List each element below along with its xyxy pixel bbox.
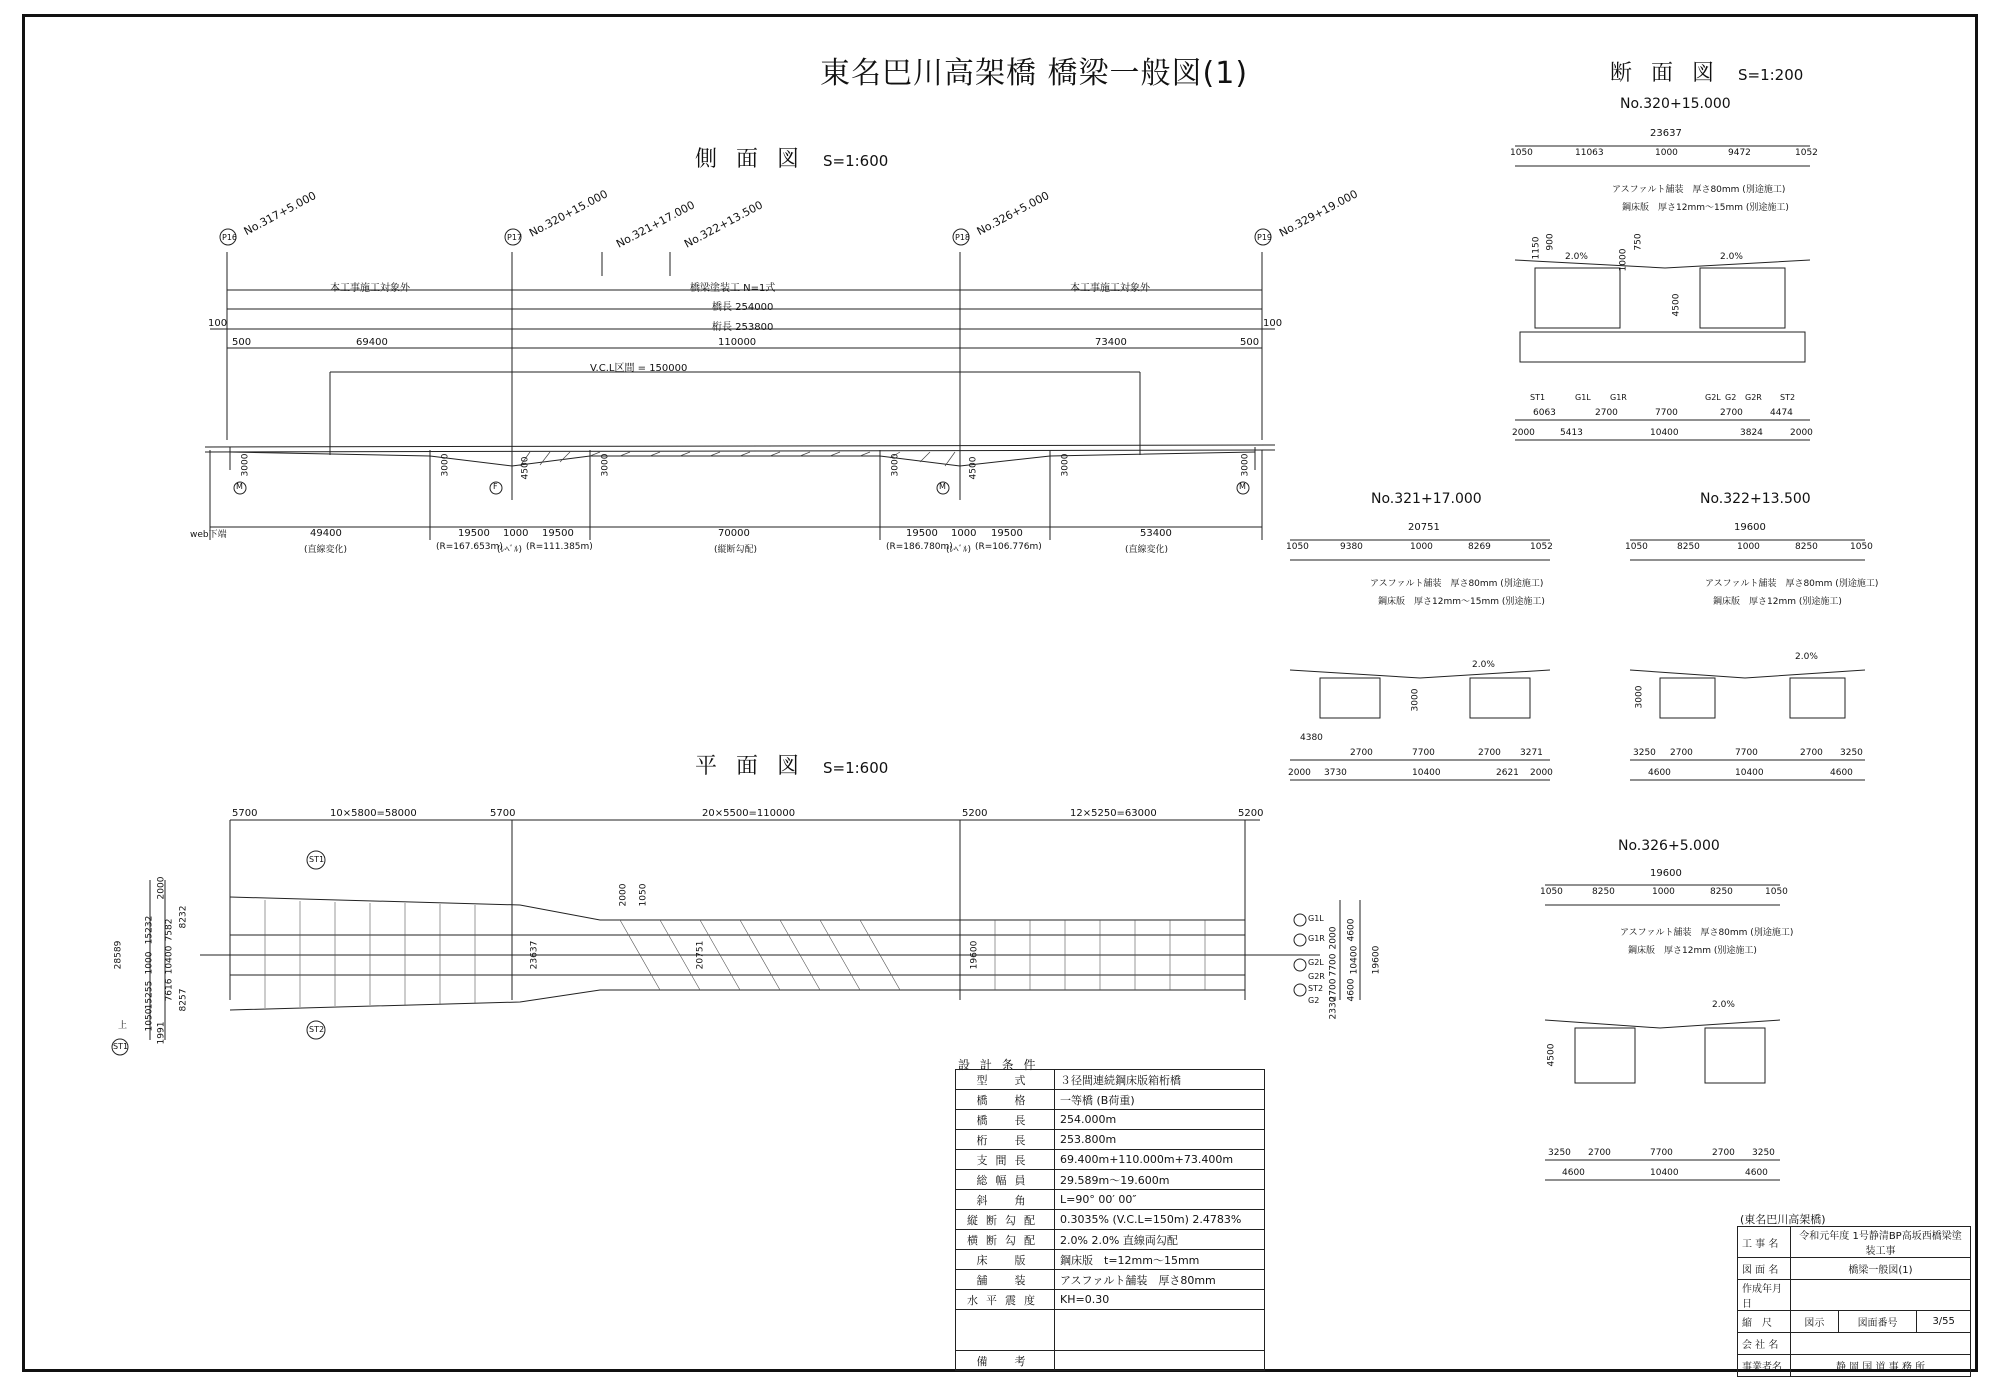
sec2-total: 20751 (1408, 522, 1440, 533)
station-label-5: No.326+5.000 (974, 188, 1052, 239)
sec1-tag-g2l: G2L (1705, 393, 1721, 402)
sec1-top-5: 1052 (1795, 148, 1818, 158)
sec3-b1-5: 3250 (1840, 748, 1863, 758)
plan-right-dim-3: 2700 (1328, 978, 1339, 1002)
sec1-b2-3: 10400 (1650, 428, 1679, 438)
plan-tag-st1-left: ST1 (113, 1042, 129, 1051)
sec4-depth: 4500 (1546, 1043, 1557, 1067)
plan-top-dim-2: 10×5800=58000 (330, 808, 417, 819)
title-block (1737, 1226, 1971, 1377)
bearing-4: M (1239, 482, 1246, 491)
sec1-b1-5: 4474 (1770, 408, 1793, 418)
bottom-dim-5: 70000 (718, 528, 750, 539)
sec1-slope-1: 2.0% (1565, 252, 1588, 262)
sec2-b2-3: 10400 (1412, 768, 1441, 778)
title-block-header: (東名巴川高架橋) (1740, 1213, 1826, 1226)
sec3-depth: 3000 (1634, 685, 1645, 709)
plan-left-dim-6: 7582 (164, 918, 175, 942)
sec3-top-4: 8250 (1795, 542, 1818, 552)
table-row: 斜 角 L=90° 00′ 00″ (956, 1190, 1265, 1210)
sec3-top-5: 1050 (1850, 542, 1873, 552)
plan-inner-dim-1: 23637 (529, 940, 540, 970)
sec4-b2-2: 10400 (1650, 1168, 1679, 1178)
table-row: 工 事 名 令和元年度 1号静清BP高坂西橋梁塗装工事 (1738, 1227, 1971, 1258)
bottom-note-3: (ﾚﾍﾞﾙ) (497, 545, 523, 555)
plan-left-dim-8: 7616 (164, 978, 175, 1002)
end-gap-right: 100 (1263, 318, 1283, 329)
plan-left-dim-4: 1000 (144, 951, 155, 975)
section-station-4: No.326+5.000 (1618, 838, 1720, 854)
vcl-label: V.C.L区間 = 150000 (590, 363, 688, 374)
sec1-tag-g2r: G2R (1745, 393, 1762, 402)
plan-top-dim-1: 5700 (232, 808, 258, 819)
sec2-slope: 2.0% (1472, 660, 1495, 670)
sec2-top-5: 1052 (1530, 542, 1553, 552)
table-row: 縮 尺 図示 図面番号 3/55 (1738, 1311, 1971, 1333)
height-dim-4: 3000 (600, 453, 611, 477)
sec1-top-1: 1050 (1510, 148, 1533, 158)
bottom-dim-7: 1000 (951, 528, 977, 539)
plan-top-dim-3: 5700 (490, 808, 516, 819)
sec4-b2-3: 4600 (1745, 1168, 1768, 1178)
sec1-tag-g2: G2 (1725, 393, 1737, 402)
section-station-1: No.320+15.000 (1620, 96, 1731, 112)
sec3-b1-4: 2700 (1800, 748, 1823, 758)
plan-right-dim-7: 10400 (1349, 945, 1360, 975)
bearing-2: F (493, 482, 498, 491)
plan-tag-st2-right: ST2 (1308, 984, 1324, 993)
plan-right-dim-2: 7700 (1328, 953, 1339, 977)
sec3-b1-3: 7700 (1735, 748, 1758, 758)
sec1-tag-st2: ST2 (1780, 393, 1796, 402)
sec3-top-1: 1050 (1625, 542, 1648, 552)
sec2-top-2: 9380 (1340, 542, 1363, 552)
sec2-b2-2: 3730 (1324, 768, 1347, 778)
sec3-b1-1: 3250 (1633, 748, 1656, 758)
span-dim-3: 110000 (718, 337, 757, 348)
sec1-deck: 鋼床版 厚さ12mm～15mm (別途施工) (1622, 203, 1789, 213)
plan-tag-g2l: G2L (1308, 958, 1324, 967)
sec1-misc-3: 750 (1633, 233, 1644, 251)
pier-tag-3: P18 (955, 233, 971, 242)
sec2-b1-3: 7700 (1412, 748, 1435, 758)
girder-length: 桁長 253800 (712, 322, 774, 333)
table-row: 支間長 69.400m+110.000m+73.400m (956, 1150, 1265, 1170)
sec4-b2-1: 4600 (1562, 1168, 1585, 1178)
sec2-top-3: 1000 (1410, 542, 1433, 552)
height-dim-5: 3000 (890, 453, 901, 477)
station-label-1: No.317+5.000 (241, 188, 319, 239)
sec2-top-4: 8269 (1468, 542, 1491, 552)
bottom-dim-6: 19500 (906, 528, 938, 539)
table-row: 橋 長 254.000m (956, 1110, 1265, 1130)
scope-left: 本工事施工対象外 (330, 283, 410, 294)
sec1-tag-g1l: G1L (1575, 393, 1591, 402)
height-dim-8: 3000 (1240, 453, 1251, 477)
bottom-dim-3: 1000 (503, 528, 529, 539)
sec1-b2-1: 2000 (1512, 428, 1535, 438)
plan-left-dim-11: 8257 (178, 988, 189, 1012)
sec1-b1-1: 6063 (1533, 408, 1556, 418)
sec1-b2-2: 5413 (1560, 428, 1583, 438)
table-row: 舗 装 アスファルト舗装 厚さ80mm (956, 1270, 1265, 1290)
sec4-asphalt: アスファルト舗装 厚さ80mm (別途施工) (1620, 928, 1794, 938)
drawing-title: 東名巴川高架橋 橋梁一般図(1) (820, 56, 1249, 91)
table-row (956, 1310, 1265, 1351)
sec1-tag-st1: ST1 (1530, 393, 1546, 402)
table-row: 桁 長 253.800m (956, 1130, 1265, 1150)
plan-left-dim-3: 15232 (144, 915, 155, 945)
sec4-b1-5: 3250 (1752, 1148, 1775, 1158)
sec2-b2-4: 2621 (1496, 768, 1519, 778)
plan-right-dim-8: 4600 (1346, 978, 1357, 1002)
bottom-dim-1: 49400 (310, 528, 342, 539)
plan-inner-dim-4: 2000 (618, 883, 629, 907)
sec2-top-1: 1050 (1286, 542, 1309, 552)
sec3-top-3: 1000 (1737, 542, 1760, 552)
plan-right-dim-6: 4600 (1346, 918, 1357, 942)
plan-up-label: 上 (118, 1021, 128, 1031)
station-label-6: No.329+19.000 (1277, 187, 1360, 240)
sec4-b1-3: 7700 (1650, 1148, 1673, 1158)
sec2-b2-5: 2000 (1530, 768, 1553, 778)
sec1-misc-4: 1000 (1618, 248, 1629, 272)
sec1-misc-1: 1150 (1531, 236, 1542, 260)
sec2-deck: 鋼床版 厚さ12mm～15mm (別途施工) (1378, 597, 1545, 607)
plan-left-dim-7: 10400 (164, 945, 175, 975)
table-row: 縦断勾配 0.3035% (V.C.L=150m) 2.4783% (956, 1210, 1265, 1230)
bearing-3: M (939, 482, 946, 491)
plan-tag-g2: G2R (1308, 972, 1325, 981)
section-station-3: No.322+13.500 (1700, 491, 1811, 507)
sec1-top-4: 9472 (1728, 148, 1751, 158)
bottom-note-1: (直線変化) (304, 545, 348, 555)
plan-left-dim-1: 28589 (113, 940, 124, 970)
sec1-top-3: 1000 (1655, 148, 1678, 158)
sec1-total: 23637 (1650, 128, 1682, 139)
plan-left-dim-2: 2000 (156, 876, 167, 900)
sec1-b2-4: 3824 (1740, 428, 1763, 438)
plan-inner-dim-2: 20751 (695, 940, 706, 970)
plan-right-dim-5: 2330 (1328, 996, 1339, 1020)
span-dim-2: 69400 (356, 337, 388, 348)
plan-tag-g2r: G2 (1308, 996, 1320, 1005)
sec3-b1-2: 2700 (1670, 748, 1693, 758)
height-dim-2: 3000 (440, 453, 451, 477)
table-row: 作成年月日 (1738, 1280, 1971, 1311)
sec3-total: 19600 (1734, 522, 1766, 533)
station-label-2: No.320+15.000 (527, 187, 610, 240)
scope-right: 本工事施工対象外 (1070, 283, 1150, 294)
table-row: 水平震度 KH=0.30 (956, 1290, 1265, 1310)
station-label-4: No.322+13.500 (682, 198, 765, 251)
height-dim-3: 4500 (520, 456, 531, 480)
table-row: 床 版 鋼床版 t=12mm～15mm (956, 1250, 1265, 1270)
plan-top-dim-6: 12×5250=63000 (1070, 808, 1157, 819)
plan-left-dim-12: 1050 (144, 1008, 155, 1032)
sec4-top-3: 1000 (1652, 887, 1675, 897)
table-row: 総幅員 29.589m～19.600m (956, 1170, 1265, 1190)
bottom-note-7: (ﾚﾍﾞﾙ) (946, 545, 972, 555)
sec4-b1-1: 3250 (1548, 1148, 1571, 1158)
table-row: 横断勾配 2.0% 2.0% 直線両勾配 (956, 1230, 1265, 1250)
span-dim-4: 73400 (1095, 337, 1127, 348)
sec1-b1-4: 2700 (1720, 408, 1743, 418)
plan-inner-dim-3: 19600 (969, 940, 980, 970)
plan-top-dim-4: 20×5500=110000 (702, 808, 796, 819)
bottom-note-5: (縦断勾配) (714, 545, 758, 555)
sec1-b1-3: 7700 (1655, 408, 1678, 418)
plan-left-dim-9: 8232 (178, 905, 189, 929)
plan-left-dim-10: 1991 (156, 1021, 167, 1045)
bearing-1: M (236, 482, 243, 491)
sec2-b1-1: 4380 (1300, 733, 1323, 743)
design-conditions-table (955, 1069, 1265, 1371)
sec2-b1-5: 3271 (1520, 748, 1543, 758)
sec4-slope: 2.0% (1712, 1000, 1735, 1010)
sec1-slope-2: 2.0% (1720, 252, 1743, 262)
sec2-b2-1: 2000 (1288, 768, 1311, 778)
table-row: 橋 格 一等橋 (B荷重) (956, 1090, 1265, 1110)
sec4-top-5: 1050 (1765, 887, 1788, 897)
bottom-note-6: (R=186.780m) (886, 542, 953, 552)
sec4-deck: 鋼床版 厚さ12mm (別途施工) (1628, 946, 1757, 956)
section-view-title: 断 面 図 S=1:200 (1610, 61, 1804, 86)
sec1-b2-5: 2000 (1790, 428, 1813, 438)
sec4-top-1: 1050 (1540, 887, 1563, 897)
table-row: 備 考 (956, 1351, 1265, 1371)
sec2-depth: 3000 (1410, 688, 1421, 712)
bottom-dim-2: 19500 (458, 528, 490, 539)
sec4-b1-2: 2700 (1588, 1148, 1611, 1158)
pier-tag-4: P19 (1257, 233, 1273, 242)
sec1-tag-g1r: G1R (1610, 393, 1627, 402)
plan-top-dim-5: 5200 (962, 808, 988, 819)
sec3-deck: 鋼床版 厚さ12mm (別途施工) (1713, 597, 1842, 607)
table-row: 事業者名 静 岡 国 道 事 務 所 (1738, 1355, 1971, 1377)
sec4-b1-4: 2700 (1712, 1148, 1735, 1158)
plan-inner-dim-5: 1050 (638, 883, 649, 907)
plan-tag-st1-top: ST1 (309, 855, 325, 864)
side-view-title: 側 面 図 S=1:600 (695, 147, 889, 172)
pier-tag-1: P16 (222, 233, 238, 242)
bottom-note-2: (R=167.653m) (436, 542, 503, 552)
plan-right-dim-1: 2000 (1328, 926, 1339, 950)
plan-tag-st2-bottom: ST2 (309, 1025, 325, 1034)
plan-left-dim-5: 15255 (144, 980, 155, 1010)
sec3-b2-1: 4600 (1648, 768, 1671, 778)
bottom-dim-8: 19500 (991, 528, 1023, 539)
bridge-length: 橋長 254000 (712, 302, 774, 313)
sec2-asphalt: アスファルト舗装 厚さ80mm (別途施工) (1370, 579, 1544, 589)
section-station-2: No.321+17.000 (1371, 491, 1482, 507)
pier-tag-2: P17 (507, 233, 523, 242)
span-dim-5: 500 (1240, 337, 1260, 348)
sec3-b2-3: 4600 (1830, 768, 1853, 778)
sec2-b1-4: 2700 (1478, 748, 1501, 758)
bottom-note-8: (R=106.776m) (975, 542, 1042, 552)
sec3-top-2: 8250 (1677, 542, 1700, 552)
sec1-misc-2: 900 (1545, 233, 1556, 251)
sec1-depth: 4500 (1671, 293, 1682, 317)
plan-tag-g1l: G1L (1308, 914, 1324, 923)
sec1-top-2: 11063 (1575, 148, 1604, 158)
plan-right-dim-4: 19600 (1371, 945, 1382, 975)
sec4-top-2: 8250 (1592, 887, 1615, 897)
sec3-b2-2: 10400 (1735, 768, 1764, 778)
sec3-asphalt: アスファルト舗装 厚さ80mm (別途施工) (1705, 579, 1879, 589)
bottom-note-9: (直線変化) (1125, 545, 1169, 555)
end-gap-left: 100 (208, 318, 228, 329)
bottom-dim-9: 53400 (1140, 528, 1172, 539)
sec1-b1-2: 2700 (1595, 408, 1618, 418)
bottom-note-4: (R=111.385m) (526, 542, 593, 552)
table-row: 型 式 ３径間連続鋼床版箱桁橋 (956, 1070, 1265, 1090)
height-dim-7: 3000 (1060, 453, 1071, 477)
table-row: 図 面 名 橋梁一般図(1) (1738, 1258, 1971, 1280)
sec1-asphalt: アスファルト舗装 厚さ80mm (別途施工) (1612, 185, 1786, 195)
plan-tag-g1r: G1R (1308, 934, 1325, 943)
sec4-total: 19600 (1650, 868, 1682, 879)
station-label-3: No.321+17.000 (614, 198, 697, 251)
sec3-slope: 2.0% (1795, 652, 1818, 662)
sec2-b1-2: 2700 (1350, 748, 1373, 758)
scope-center: 橋梁塗装工 N=1式 (690, 283, 776, 294)
design-conditions-title: 設 計 条 件 (958, 1058, 1039, 1072)
height-dim-1: 3000 (240, 453, 251, 477)
bottom-dim-4: 19500 (542, 528, 574, 539)
sec4-top-4: 8250 (1710, 887, 1733, 897)
plan-view-title: 平 面 図 S=1:600 (695, 754, 889, 779)
web-label: web下端 (190, 530, 227, 540)
plan-top-dim-7: 5200 (1238, 808, 1264, 819)
table-row: 会 社 名 (1738, 1333, 1971, 1355)
span-dim-1: 500 (232, 337, 252, 348)
height-dim-6: 4500 (968, 456, 979, 480)
